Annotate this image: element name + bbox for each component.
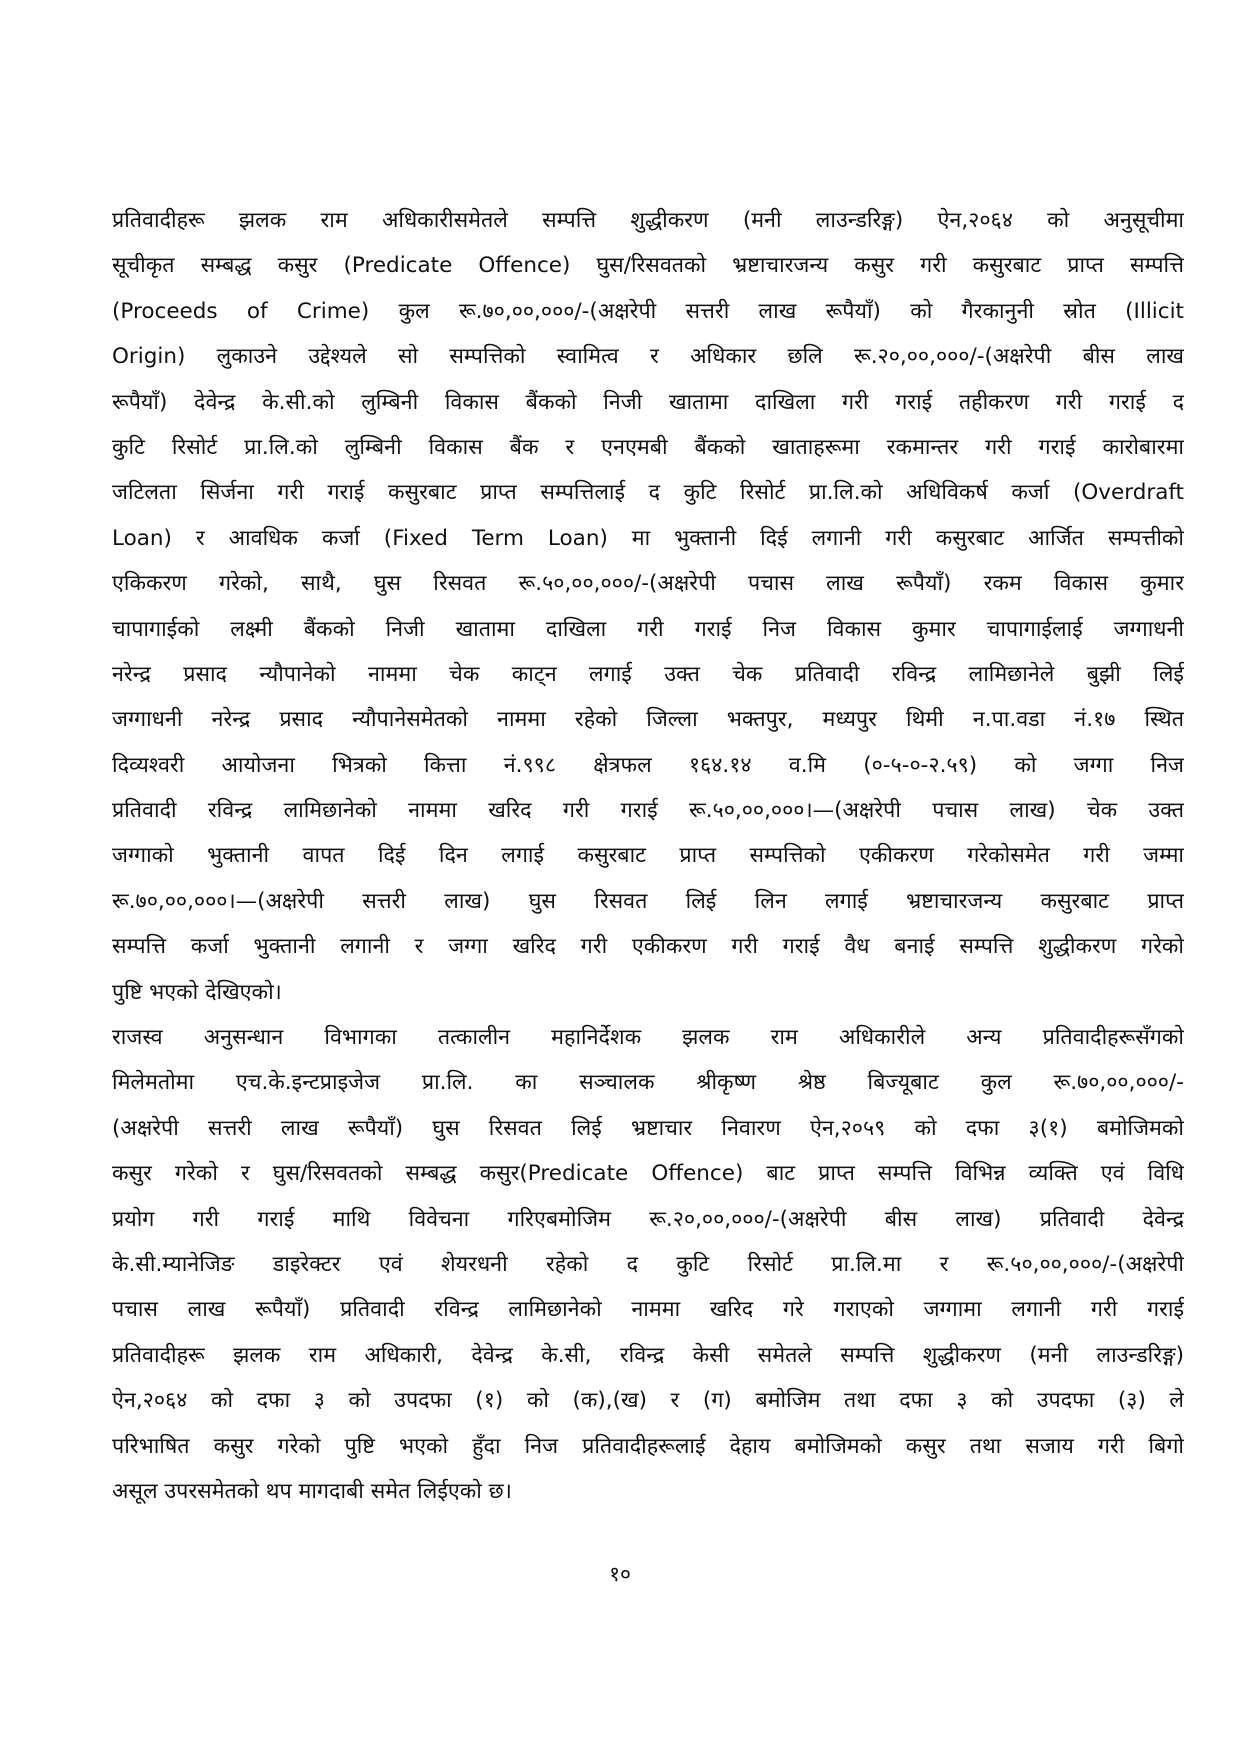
- paragraph-line: कुटि रिसोर्ट प्रा.लि.को लुम्बिनी विकास बैंक र एनएमबी बैंकको खाताहरूमा रकमान्तर गरी गराई कारोबारमा: [112, 434, 1184, 460]
- paragraph-line: ऐन,२०६४ को दफा ३ को उपदफा (१) को (क),(ख) र (ग) बमोजिम तथा दफा ३ को उपदफा (३) ले: [112, 1388, 1184, 1414]
- paragraph-line: प्रतिवादीहरू झलक राम अधिकारीसमेतले सम्पत्ति शुद्धीकरण (मनी लाउन्डरिङ्ग) ऐन,२०६४ को अनुसूचीमा: [112, 208, 1184, 233]
- paragraph-line: दिव्यश्वरी आयोजना भित्रको कित्ता नं.९९८ क्षेत्रफल १६४.१४ व.मि (०-५-०-२.५९) को जग्गा निज: [112, 752, 1184, 778]
- paragraph-line: जटिलता सिर्जना गरी गराई कसुरबाट प्राप्त सम्पत्तिलाई द कुटि रिसोर्ट प्रा.लि.को अधिविकर्ष कर्जा (Overdraft: [112, 480, 1184, 506]
- paragraph-line: (Proceeds of Crime) कुल रू.७०,००,०००/-(अक्षरेपी सत्तरी लाख रूपैयाँ) को गैरकानुनी स्रोत (Illicit: [112, 298, 1184, 324]
- paragraph-line: प्रतिवादीहरू झलक राम अधिकारी, देवेन्द्र के.सी, रविन्द्र केसी समेतले सम्पत्ति शुद्धीकरण (मनी लाउन्डरिङ्ग): [112, 1342, 1184, 1368]
- paragraph-line: प्रतिवादी रविन्द्र लामिछानेको नाममा खरिद गरी गराई रू.५०,००,०००।—(अक्षरेपी पचास लाख) चेक उक्त: [112, 798, 1184, 824]
- paragraph-line: (अक्षरेपी सत्तरी लाख रूपैयाँ) घुस रिसवत लिई भ्रष्टाचार निवारण ऐन,२०५९ को दफा ३(१) बमोजिमको: [112, 1115, 1184, 1141]
- paragraph-line: चापागाईको लक्ष्मी बैंकको निजी खातामा दाखिला गरी गराई निज विकास कुमार चापागाईलाई जग्गाधनी: [112, 616, 1184, 642]
- paragraph-line: जग्गाधनी नरेन्द्र प्रसाद न्यौपानेसमेतको नाममा रहेको जिल्ला भक्तपुर, मध्यपुर थिमी न.पा.वडा नं.१७ स्थित: [112, 707, 1184, 733]
- paragraph-line: रूपैयाँ) देवेन्द्र के.सी.को लुम्बिनी विकास बैंकको निजी खातामा दाखिला गरी गराई तहीकरण गरी गराई द: [112, 389, 1184, 415]
- paragraph-line: एकिकरण गरेको, साथै, घुस रिसवत रू.५०,००,०००/-(अक्षरेपी पचास लाख रूपैयाँ) रकम विकास कुमार: [112, 571, 1184, 597]
- paragraph-line: मिलेमतोमा एच.के.इन्टप्राइजेज प्रा.लि. का सञ्चालक श्रीकृष्ण श्रेष्ठ बिज्यूबाट कुल रू.७०,००,०००/-: [112, 1070, 1184, 1096]
- paragraph-line: पचास लाख रूपैयाँ) प्रतिवादी रविन्द्र लामिछानेको नाममा खरिद गरे गराएको जग्गामा लगानी गरी गराई: [112, 1297, 1184, 1323]
- paragraph-line: पुष्टि भएको देखिएको।: [112, 979, 282, 1005]
- paragraph-line: के.सी.म्यानेजिङ डाइरेक्टर एवं शेयरधनी रहेको द कुटि रिसोर्ट प्रा.लि.मा र रू.५०,००,०००/-(अक्षरेपी: [112, 1251, 1184, 1277]
- paragraph-line: जग्गाको भुक्तानी वापत दिई दिन लगाई कसुरबाट प्राप्त सम्पत्तिको एकीकरण गरेकोसमेत गरी जम्मा: [112, 843, 1184, 869]
- paragraph-line: सूचीकृत सम्बद्ध कसुर (Predicate Offence) घुस/रिसवतको भ्रष्टाचारजन्य कसुर गरी कसुरबाट प्राप्त सम्पत्ति: [112, 253, 1184, 279]
- paragraph-line: रू.७०,००,०००।—(अक्षरेपी सत्तरी लाख) घुस रिसवत लिई लिन लगाई भ्रष्टाचारजन्य कसुरबाट प्राप्त: [112, 888, 1184, 914]
- paragraph-line: परिभाषित कसुर गरेको पुष्टि भएको हुँदा निज प्रतिवादीहरूलाई देहाय बमोजिमको कसुर तथा सजाय गरी बिगो: [112, 1433, 1184, 1459]
- paragraph-line: कसुर गरेको र घुस/रिसवतको सम्बद्ध कसुर(Predicate Offence) बाट प्राप्त सम्पत्ति विभिन्न व्यक्ति एवं विधि: [112, 1161, 1184, 1187]
- paragraph-line: नरेन्द्र प्रसाद न्यौपानेको नाममा चेक काट्न लगाई उक्त चेक प्रतिवादी रविन्द्र लामिछानेले बुझी लिई: [112, 661, 1184, 687]
- paragraph-line: प्रयोग गरी गराई माथि विवेचना गरिएबमोजिम रू.२०,००,०००/-(अक्षरेपी बीस लाख) प्रतिवादी देवेन्द्र: [112, 1206, 1184, 1232]
- paragraph-line: असूल उपरसमेतको थप मागदाबी समेत लिईएको छ।: [112, 1478, 512, 1504]
- paragraph-line: राजस्व अनुसन्धान विभागका तत्कालीन महानिर्देशक झलक राम अधिकारीले अन्य प्रतिवादीहरूसँगको: [112, 1025, 1184, 1051]
- paragraph-line: Loan) र आवधिक कर्जा (Fixed Term Loan) मा भुक्तानी दिई लगानी गरी कसुरबाट आर्जित सम्पत्तीको: [112, 525, 1184, 551]
- paragraph-line: सम्पत्ति कर्जा भुक्तानी लगानी र जग्गा खरिद गरी एकीकरण गरी गराई वैध बनाई सम्पत्ति शुद्धीकरण गरेको: [112, 934, 1184, 960]
- page-number: १०: [609, 1562, 631, 1586]
- paragraph-1: [112, 198, 1184, 1514]
- paragraph-line: Origin) लुकाउने उद्देश्यले सो सम्पत्तिको स्वामित्व र अधिकार छलि रू.२०,००,०००/-(अक्षरेपी बीस लाख: [112, 344, 1184, 370]
